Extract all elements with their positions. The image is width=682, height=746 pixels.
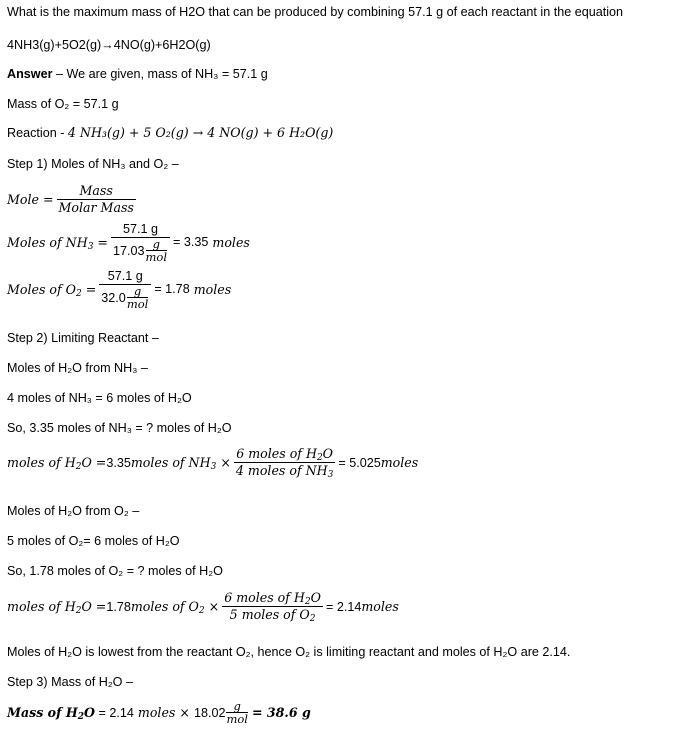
- calc-o2-lhs: moles of $H_2O$ =: [7, 599, 107, 616]
- molar-mass-label: Molar Mass: [58, 200, 134, 215]
- o2-denominator: 32.0 g mol: [101, 284, 149, 311]
- calc-o2-den: 5 moles of $O_2$: [229, 607, 316, 624]
- calc-o2-value: 1.78: [106, 599, 131, 614]
- mole-lhs: Mole =: [7, 192, 54, 207]
- answer-given: – We are given, mass of NH₃ = 57.1 g: [52, 67, 268, 81]
- calc-nh3-mid: moles of $NH_3$ ×: [130, 455, 231, 472]
- calc-o2-fraction: [222, 590, 323, 623]
- nh3-denominator: 17.03 g mol: [112, 237, 168, 264]
- conclusion-line: Moles of H₂O is lowest from the reactant O₂, hence O₂ is limiting reactant and moles of H₂O are 2.14.: [7, 645, 571, 659]
- mass-moles: moles ×: [133, 705, 194, 720]
- ratio-o2-line: 5 moles of O₂= 6 moles of H₂O: [7, 534, 180, 548]
- calc-nh3-result: = 5.025: [338, 455, 381, 470]
- step3-title: Step 3) Mass of H₂O –: [7, 675, 133, 689]
- so-nh3-line: So, 3.35 moles of NH₃ = ? moles of H₂O: [7, 421, 232, 435]
- h2o-from-nh3-equation: [7, 446, 418, 479]
- nh3-numerator: 57.1 g: [122, 222, 158, 236]
- o2-lhs: Moles of $O_2$ =: [7, 281, 97, 299]
- moles-nh3-equation: [7, 221, 250, 263]
- from-nh3-line: Moles of H₂O from NH₃ –: [7, 361, 148, 375]
- equation-text: 4NH3(g)+5O2(g)→4NO(g)+6H2O(g): [7, 38, 211, 52]
- from-o2-line: Moles of H₂O from O₂ –: [7, 504, 140, 518]
- answer-label: Answer: [7, 67, 53, 81]
- calc-nh3-den: 4 moles of $NH_3$: [235, 463, 334, 480]
- molar-mass-value: 18.02: [193, 705, 226, 720]
- nh3-fraction: [111, 221, 170, 263]
- calc-nh3-value: 3.35: [106, 455, 131, 470]
- calc-nh3-fraction: [234, 446, 335, 479]
- so-o2-line: So, 1.78 moles of O₂ = ? moles of H₂O: [7, 564, 223, 578]
- reaction-prefix: Reaction -: [7, 126, 68, 140]
- mass-value: 2.14: [109, 705, 134, 720]
- mole-formula: [7, 183, 139, 216]
- reaction-formula: 4 NH₃(g) + 5 O₂(g) → 4 NO(g) + 6 H₂O(g): [67, 125, 334, 140]
- o2-result: = 1.78: [154, 282, 190, 296]
- mass-result: = 38.6 g: [251, 705, 311, 720]
- ratio-nh3-line: 4 moles of NH₃ = 6 moles of H₂O: [7, 391, 192, 405]
- o2-numerator: 57.1 g: [107, 269, 143, 283]
- mass-h2o-equation: [7, 700, 311, 725]
- moles-o2-equation: [7, 268, 231, 310]
- calc-nh3-num: 6 moles of $H_2O$: [236, 446, 333, 463]
- mole-fraction: [57, 183, 136, 216]
- mass-h2o-lhs: Mass of $H_2O$: [7, 705, 96, 722]
- nh3-result: = 3.35: [173, 235, 209, 249]
- o2-result-unit: moles: [193, 281, 232, 297]
- step2-title: Step 2) Limiting Reactant –: [7, 331, 159, 345]
- h2o-from-o2-equation: [7, 590, 399, 623]
- calc-o2-result-unit: moles: [361, 599, 399, 614]
- step1-title: Step 1) Moles of NH₃ and O₂ –: [7, 157, 179, 171]
- calc-nh3-result-unit: moles: [380, 455, 419, 470]
- answer-line: [7, 66, 268, 82]
- calc-nh3-lhs: moles of $H_2O$ =: [7, 455, 107, 472]
- calc-o2-mid: moles of $O_2$ ×: [130, 599, 220, 616]
- mass-eq-sign: =: [95, 705, 110, 720]
- o2-mass-line: Mass of O₂ = 57.1 g: [7, 97, 119, 111]
- nh3-result-unit: moles: [212, 234, 250, 250]
- molar-mass-unit: g mol: [226, 699, 248, 726]
- nh3-lhs: Moles of $NH_3$ =: [7, 234, 108, 252]
- reaction-line: [7, 125, 333, 141]
- o2-fraction: [99, 268, 151, 310]
- calc-o2-result: = 2.14: [325, 599, 362, 614]
- calc-o2-num: 6 moles of $H_2O$: [224, 590, 321, 607]
- mass-label: Mass: [79, 183, 113, 198]
- question-text: What is the maximum mass of H2O that can be produced by combining 57.1 g of each reactant in the equation: [7, 5, 624, 19]
